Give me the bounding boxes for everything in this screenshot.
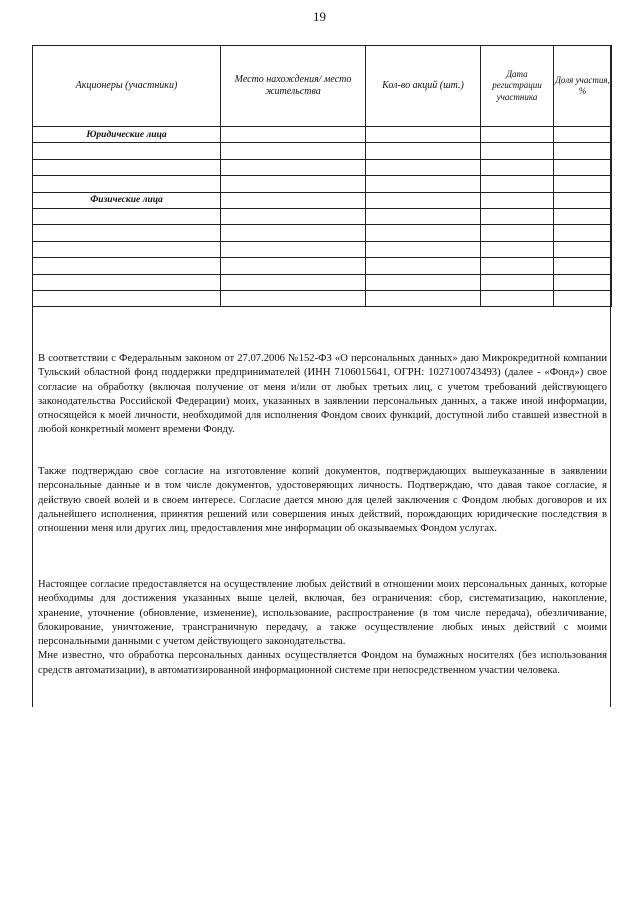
table-row [33, 192, 612, 208]
table-row [33, 159, 612, 175]
table-row [33, 143, 612, 159]
table-row [33, 290, 612, 306]
header-shareholders: Акционеры (участники) [33, 46, 221, 127]
header-shares-count: Кол-во акций (шт.) [366, 46, 481, 127]
consent-paragraph-3: Настоящее согласие предоставляется на осуществление любых действий в отношении моих персональных данных, которые необходимы для достижения указанных выше целей, включая, без ограничения: сбор, систематизацию, накопление, хранение, уточнение (обновление, изменение), использование, распространение (в том числе передача), обезличивание, блокирование, уничтожение, трансграничную передачу, а также осуществление любых иных действий с моими персональными данными с учетом действующего законодательства. Мне известно, что обработка персональных данных осуществляется Фондом на бумажных носителях (без использования средств автоматизации), в автоматизированной информационной системе при непосредственном участии человека. [38, 579, 607, 676]
consent-paragraph-1: В соответствии с Федеральным законом от 27.07.2006 №152-ФЗ «О персональных данных» даю Микрокредитной компании Тульский областной фонд поддержки предпринимателей (ИНН 7106015641, ОГРН: 1027100743493) (далее - «Фонд») свое согласие на обработку (включая получение от меня и/или от любых третьих лиц, с учетом требований действующего законодательства Российской Федерации) моих, указанных в заявлении персональных данных, а также иной информации, относящейся к моей личности, необходимой для исполнения Фондом своих функций, доступной либо ставшей известной в любой конкретный момент времени Фонду. [38, 353, 607, 436]
consent-paragraph-2: Также подтверждаю свое согласие на изготовление копий документов, подтверждающих вышеуказанные в заявлении персональные данные и в том числе документов, удостоверяющих личность. Подтверждаю, что давая такое согласие, я действую своей волей и в своем интересе. Согласие дается мною для целей заключения с Фондом любых договоров и их дальнейшего исполнения, принятия решений или совершения иных действий, порождающих юридические последствия в отношении меня или других лиц, предоставления мне информации об оказываемых Фондом услугах. [38, 466, 607, 535]
section-legal-entities: Юридические лица [33, 127, 221, 143]
table-row [33, 176, 612, 192]
table-row [33, 241, 612, 257]
shareholders-table [32, 45, 612, 307]
table-row [33, 225, 612, 241]
table-row [33, 274, 612, 290]
page-number: 19 [313, 9, 326, 24]
section-individuals: Физические лица [33, 192, 221, 208]
table-header-row [33, 46, 612, 127]
table-row [33, 127, 612, 143]
table-row [33, 258, 612, 274]
header-registration-date: Дата регистрации участника [481, 46, 554, 127]
header-share-percent: Доля участия, % [554, 46, 612, 127]
table-row [33, 208, 612, 224]
header-location: Место нахождения/ место жительства [221, 46, 366, 127]
